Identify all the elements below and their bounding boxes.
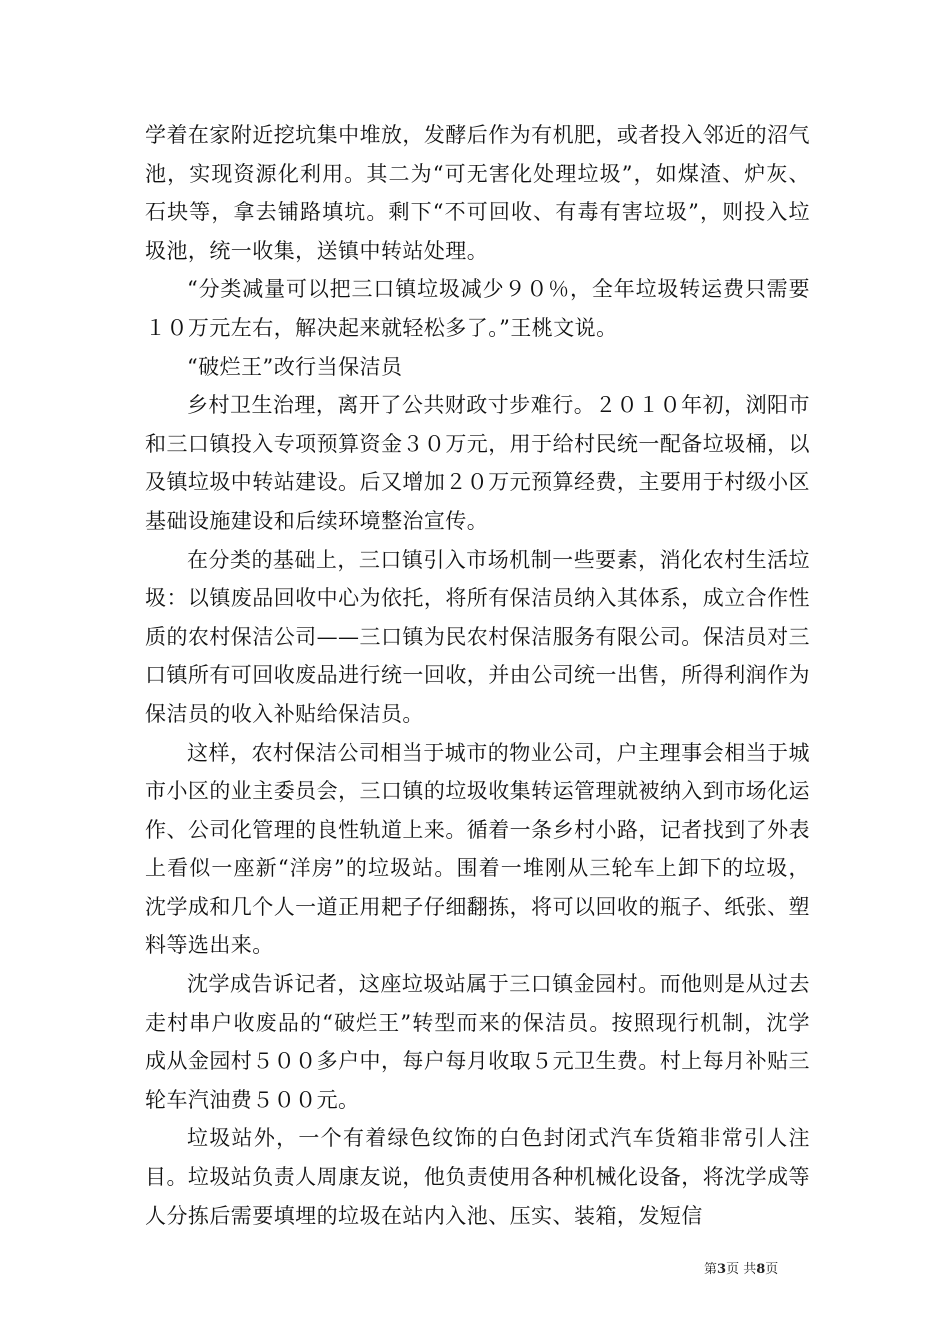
body-text <box>145 116 810 1235</box>
paragraph-shen-xuecheng: 沈学成告诉记者，这座垃圾站属于三口镇金园村。而他则是从过去走村串户收废品的“破烂王”转型而来的保洁员。按照现行机制，沈学成从金园村５００多户中，每户每月收取５元卫生费。村上每月补贴三轮车汽油费５００元。 <box>145 972 810 1112</box>
paragraph-property-company: 这样，农村保洁公司相当于城市的物业公司，户主理事会相当于城市小区的业主委员会，三口镇的垃圾收集转运管理就被纳入到市场化运作、公司化管理的良性轨道上来。循着一条乡村小路，记者找到了外表上看似一座新“洋房”的垃圾站。围着一堆刚从三轮车上卸下的垃圾，沈学成和几个人一道正用耙子仔细翻拣，将可以回收的瓶子、纸张、塑料等选出来。 <box>145 740 810 958</box>
footer-middle: 页 共 <box>726 1262 757 1277</box>
page-number-footer <box>704 1262 778 1278</box>
paragraph-continuation: 学着在家附近挖坑集中堆放，发酵后作为有机肥，或者投入邻近的沼气池，实现资源化利用。其二为“可无害化处理垃圾”，如煤渣、炉灰、石块等，拿去铺路填坑。剩下“不可回收、有毒有害垃圾”，则投入垃圾池，统一收集，送镇中转站处理。 <box>145 123 810 263</box>
footer-prefix: 第 <box>704 1262 718 1277</box>
paragraph-market-mechanism: 在分类的基础上，三口镇引入市场机制一些要素，消化农村生活垃圾：以镇废品回收中心为依托，将所有保洁员纳入其体系，成立合作性质的农村保洁公司——三口镇为民农村保洁服务有限公司。保洁员对三口镇所有可回收废品进行统一回收，并由公司统一出售，所得利润作为保洁员的收入补贴给保洁员。 <box>145 547 810 726</box>
paragraph-garbage-station: 垃圾站外，一个有着绿色纹饰的白色封闭式汽车货箱非常引人注目。垃圾站负责人周康友说，他负责使用各种机械化设备，将沈学成等人分拣后需要填埋的垃圾在站内入池、压实、装箱，发短信 <box>145 1126 810 1228</box>
current-page-number: 3 <box>717 1262 727 1277</box>
paragraph-public-finance: 乡村卫生治理，离开了公共财政寸步难行。２０１０年初，浏阳市和三口镇投入专项预算资金３０万元，用于给村民统一配备垃圾桶，以及镇垃圾中转站建设。后又增加２０万元预算经费，主要用于村级小区基础设施建设和后续环境整治宣传。 <box>145 393 810 533</box>
footer-suffix: 页 <box>765 1262 779 1277</box>
section-subheading: “破烂王”改行当保洁员 <box>187 354 403 379</box>
paragraph-quote-wang: “分类减量可以把三口镇垃圾减少９０％，全年垃圾转运费只需要１０万元左右，解决起来就轻松多了。”王桃文说。 <box>145 277 810 340</box>
total-page-count: 8 <box>756 1262 766 1277</box>
